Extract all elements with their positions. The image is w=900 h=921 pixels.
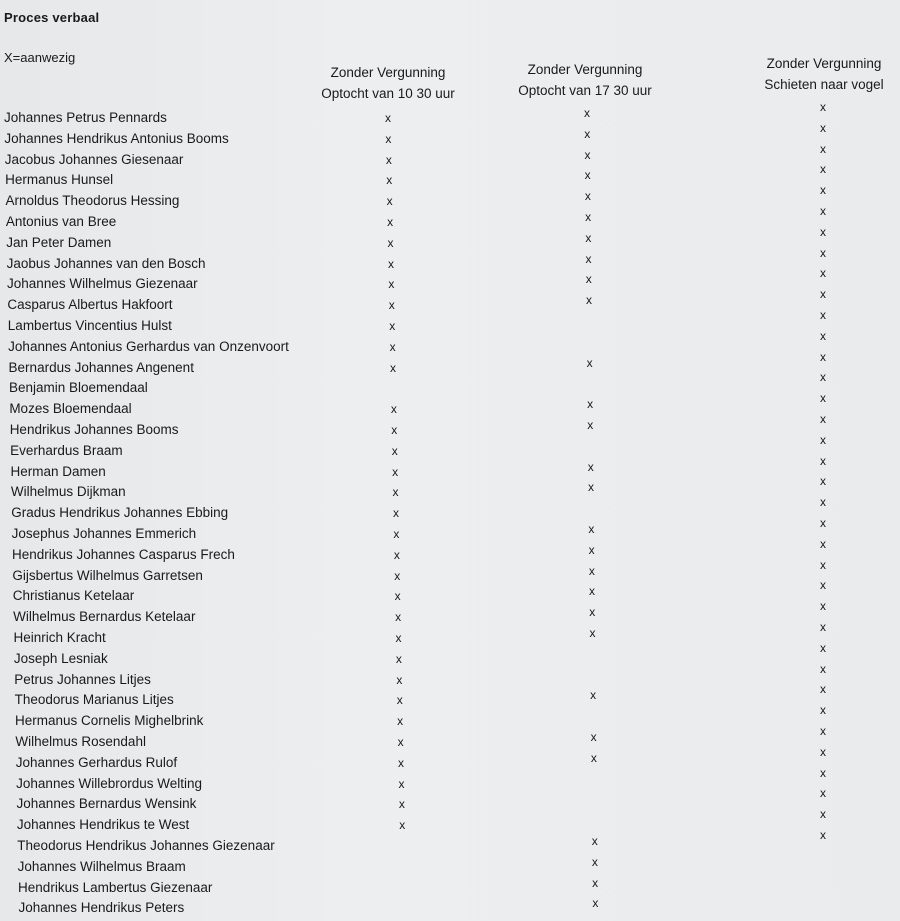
mark-col2: x: [592, 896, 599, 911]
mark-col1: x: [388, 298, 395, 313]
mark-col2: x: [585, 230, 592, 245]
column-header-line2: Schieten naar vogel: [764, 77, 884, 92]
list-item: Jaobus Johannes van den Bosch: [6, 255, 206, 271]
mark-col2: x: [584, 189, 591, 204]
list-item: Jan Peter Damen: [6, 234, 112, 250]
mark-col3: x: [820, 204, 826, 218]
mark-col1: x: [399, 818, 406, 833]
mark-col1: x: [393, 547, 400, 562]
mark-col1: x: [390, 360, 397, 375]
mark-col3: x: [820, 120, 826, 135]
list-item: Hendrikus Lambertus Giezenaar: [18, 879, 213, 895]
column-header-line1: Zonder Vergunning: [766, 56, 882, 71]
mark-col3: x: [820, 724, 826, 738]
list-item: Joseph Lesniak: [13, 650, 108, 666]
mark-col3: x: [820, 432, 826, 447]
mark-col2: x: [589, 626, 596, 640]
mark-col3: x: [820, 287, 826, 302]
mark-col1: x: [396, 672, 403, 687]
mark-col2: x: [584, 168, 591, 183]
mark-col3: x: [820, 786, 826, 801]
mark-col2: x: [590, 730, 597, 744]
list-item: Johannes Wilhelmus Braam: [17, 858, 186, 874]
mark-col1: x: [395, 651, 402, 666]
mark-col1: x: [391, 443, 398, 458]
mark-col3: x: [820, 516, 826, 530]
mark-col1: x: [391, 423, 398, 437]
mark-col3: x: [820, 640, 826, 655]
list-item: Antonius van Bree: [5, 214, 117, 229]
mark-col2: x: [587, 459, 594, 474]
mark-col1: x: [387, 256, 394, 271]
mark-col3: x: [820, 308, 826, 322]
column-header-line2: Optocht van 17 30 uur: [518, 83, 652, 98]
list-item: Benjamin Bloemendaal: [8, 380, 148, 396]
mark-col1: x: [398, 755, 405, 770]
mark-col1: x: [395, 631, 402, 645]
mark-col1: x: [387, 235, 394, 250]
list-item: Johannes Gerhardus Rulof: [15, 754, 178, 770]
mark-col3: x: [820, 100, 826, 114]
list-item: Johannes Hendrikus te West: [16, 817, 190, 833]
mark-col1: x: [385, 131, 392, 146]
column-header-optocht-1030: [318, 62, 458, 104]
mark-col2: x: [585, 293, 592, 308]
mark-col1: x: [398, 776, 405, 791]
mark-col3: x: [820, 599, 826, 614]
mark-col3: x: [820, 682, 826, 697]
list-item: Josephus Johannes Emmerich: [11, 526, 197, 541]
mark-col2: x: [585, 210, 592, 224]
mark-col1: x: [385, 111, 391, 125]
mark-col1: x: [390, 402, 397, 417]
mark-col2: x: [586, 355, 593, 370]
list-item: Petrus Johannes Litjes: [14, 671, 151, 687]
list-item: Johannes Antonius Gerhardus van Onzenvoort: [8, 338, 289, 354]
list-item: Arnoldus Theodorus Hessing: [5, 193, 180, 209]
mark-col3: x: [820, 828, 826, 842]
mark-col1: x: [392, 485, 399, 500]
mark-col2: x: [585, 272, 592, 287]
list-item: Herman Damen: [10, 463, 106, 479]
mark-col1: x: [385, 152, 392, 167]
mark-col1: x: [397, 735, 404, 749]
list-item: Wilhelmus Bernardus Ketelaar: [13, 609, 196, 625]
list-item: Everhardus Braam: [10, 442, 123, 458]
mark-col3: x: [820, 495, 826, 510]
column-header-optocht-1730: [515, 59, 655, 101]
mark-col1: x: [386, 194, 393, 209]
mark-col1: x: [398, 797, 405, 812]
mark-col2: x: [591, 854, 598, 869]
mark-col2: x: [590, 688, 597, 703]
mark-col2: x: [587, 418, 594, 432]
list-item: Theodorus Hendrikus Johannes Giezenaar: [17, 838, 275, 853]
mark-col1: x: [396, 693, 403, 708]
mark-col3: x: [820, 765, 826, 780]
column-header-schieten: [758, 53, 890, 95]
mark-col3: x: [820, 245, 826, 260]
mark-col3: x: [820, 474, 826, 489]
list-item: Johannes Bernardus Wensink: [16, 796, 197, 812]
list-item: Hermanus Cornelis Mighelbrink: [15, 713, 204, 729]
column-header-line2: Optocht van 10 30 uur: [321, 86, 455, 101]
mark-col3: x: [820, 328, 826, 343]
list-item: Gradus Hendrikus Johannes Ebbing: [11, 505, 229, 521]
mark-col3: x: [820, 807, 826, 822]
mark-col3: x: [820, 162, 826, 177]
list-item: Johannes Wilhelmus Giezenaar: [7, 276, 198, 292]
mark-col1: x: [388, 277, 395, 292]
mark-col2: x: [592, 875, 599, 890]
list-item: Johannes Hendrikus Antonius Booms: [4, 130, 229, 146]
list-item: Casparus Albertus Hakfoort: [7, 297, 173, 313]
mark-col1: x: [387, 215, 394, 229]
mark-col3: x: [820, 557, 826, 572]
mark-col3: x: [820, 536, 826, 551]
mark-col2: x: [587, 480, 594, 495]
legend-text: X=aanwezig: [4, 50, 76, 65]
mark-col2: x: [584, 126, 591, 141]
mark-col3: x: [820, 391, 826, 406]
mark-col1: x: [394, 568, 401, 583]
mark-col1: x: [395, 610, 402, 625]
column-header-line1: Zonder Vergunning: [330, 65, 446, 80]
list-item: Johannes Petrus Pennards: [4, 110, 167, 125]
list-item: Christianus Ketelaar: [12, 588, 135, 604]
mark-col3: x: [820, 349, 826, 364]
list-item: Lambertus Vincentius Hulst: [7, 318, 172, 333]
mark-col3: x: [820, 266, 826, 281]
list-item: Johannes Willebrordus Welting: [16, 775, 202, 791]
mark-col1: x: [394, 589, 401, 604]
mark-col3: x: [820, 224, 826, 239]
list-item: Mozes Bloemendaal: [9, 401, 132, 417]
list-item: Jacobus Johannes Giesenaar: [4, 151, 184, 167]
list-item: Bernardus Johannes Angenent: [8, 359, 194, 375]
mark-col3: x: [820, 744, 826, 759]
mark-col1: x: [392, 464, 399, 479]
mark-col1: x: [393, 527, 400, 541]
list-item: Heinrich Kracht: [13, 630, 106, 645]
list-item: Theodorus Marianus Litjes: [14, 692, 174, 708]
mark-col2: x: [588, 542, 595, 557]
list-item: Hendrikus Johannes Casparus Frech: [11, 546, 235, 562]
mark-col3: x: [820, 703, 826, 718]
mark-col1: x: [392, 506, 399, 521]
mark-col2: x: [588, 522, 595, 536]
mark-col3: x: [820, 453, 826, 468]
list-item: Wilhelmus Dijkman: [10, 484, 126, 500]
list-item: Gijsbertus Wilhelmus Garretsen: [12, 567, 203, 583]
mark-col1: x: [397, 714, 404, 729]
list-item: Hendrikus Johannes Booms: [9, 422, 179, 437]
mark-col1: x: [389, 319, 396, 333]
mark-col3: x: [820, 370, 826, 385]
mark-col2: x: [589, 584, 596, 599]
mark-col2: x: [591, 834, 598, 848]
mark-col1: x: [389, 339, 396, 354]
mark-col2: x: [584, 147, 591, 162]
mark-col3: x: [820, 578, 826, 593]
document-title: Proces verbaal: [4, 10, 100, 25]
mark-col2: x: [584, 106, 590, 120]
mark-col2: x: [587, 397, 594, 412]
mark-col1: x: [386, 173, 393, 188]
mark-col3: x: [820, 141, 826, 156]
mark-col3: x: [820, 412, 826, 426]
mark-col3: x: [820, 661, 826, 676]
list-item: Wilhelmus Rosendahl: [15, 734, 146, 749]
mark-col3: x: [820, 620, 826, 634]
list-item: Hermanus Hunsel: [5, 172, 114, 188]
mark-col3: x: [820, 183, 826, 198]
mark-col2: x: [588, 563, 595, 578]
column-header-line1: Zonder Vergunning: [527, 62, 643, 77]
mark-col2: x: [585, 251, 592, 266]
mark-col2: x: [589, 605, 596, 620]
mark-col2: x: [590, 750, 597, 765]
list-item: Johannes Hendrikus Peters: [18, 900, 185, 916]
